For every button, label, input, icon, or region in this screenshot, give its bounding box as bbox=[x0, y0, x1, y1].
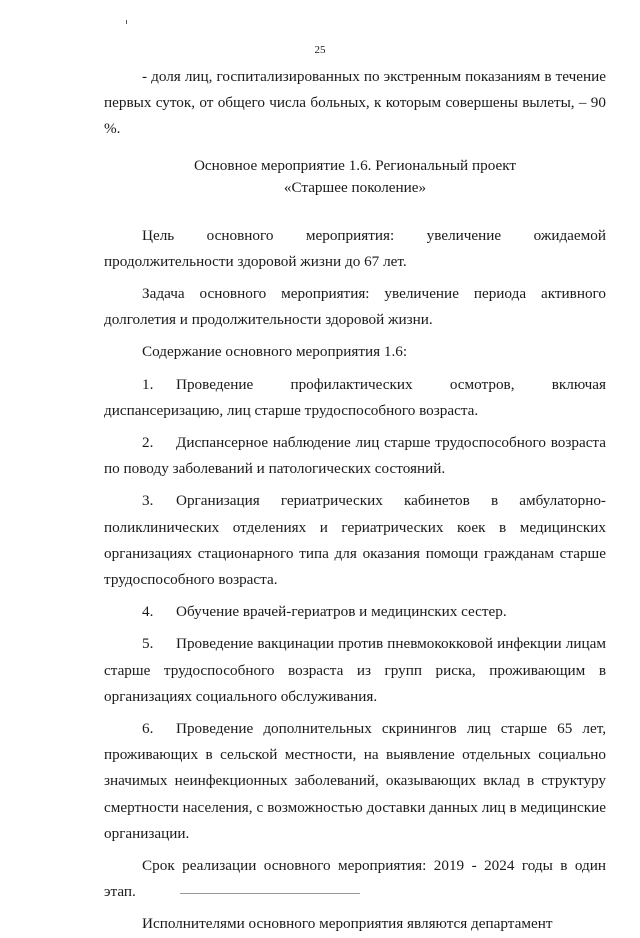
list-item-number: 3. bbox=[142, 492, 154, 510]
contents-list bbox=[104, 372, 606, 847]
list-item-text: Проведение вакцинации против пневмококковой инфекции лицам старше трудоспособного возраста из групп риска, проживающим в организациях социального обслуживания. bbox=[104, 635, 606, 705]
goal-paragraph: Цель основного мероприятия: увеличение ожидаемой продолжительности здоровой жизни до 67 лет. bbox=[104, 226, 606, 270]
intro-paragraph: - доля лиц, госпитализированных по экстренным показаниям в течение первых суток, от общего числа больных, к которым совершены вылеты, – 90 %. bbox=[104, 68, 606, 138]
list-item bbox=[104, 430, 606, 482]
section-heading-line1: Основное мероприятие 1.6. Региональный проект bbox=[193, 156, 517, 174]
task-paragraph: Задача основного мероприятия: увеличение периода активного долголетия и продолжительности здоровой жизни. bbox=[104, 285, 606, 329]
list-item bbox=[104, 716, 606, 847]
executors-paragraph: Исполнителями основного мероприятия являются департамент bbox=[142, 915, 553, 933]
list-item-number: 6. bbox=[142, 720, 154, 738]
document-body bbox=[104, 64, 606, 938]
list-item-text: Диспансерное наблюдение лиц старше трудоспособного возраста по поводу заболеваний и патологических состояний. bbox=[104, 434, 606, 478]
list-item-number: 5. bbox=[142, 635, 154, 653]
list-item bbox=[104, 488, 606, 593]
list-item-text: Проведение профилактических осмотров, включая диспансеризацию, лиц старше трудоспособного возраста. bbox=[104, 375, 606, 419]
page-number: 25 bbox=[314, 44, 326, 56]
contents-title: Содержание основного мероприятия 1.6: bbox=[142, 343, 408, 361]
list-item-text: Проведение дополнительных скринингов лиц старше 65 лет, проживающих в сельской местности, на выявление отдельных социально значимых неинфекционных заболеваний, оказывающих вклад в структуру смертности населения, с возможностью доставки данных лиц в медицинские организации. bbox=[104, 720, 606, 842]
section-heading-line2: «Старшее поколение» bbox=[283, 178, 427, 196]
list-item-number: 1. bbox=[142, 375, 154, 393]
term-paragraph: Срок реализации основного мероприятия: 2019 - 2024 годы в один этап. bbox=[104, 857, 606, 901]
list-item-text: Организация гериатрических кабинетов в амбулаторно-поликлинических отделениях и гериатрических коек в медицинских организациях стационарного типа для оказания помощи гражданам старше трудоспособного возраста. bbox=[104, 492, 606, 589]
section-heading bbox=[104, 155, 606, 199]
list-item bbox=[104, 631, 606, 710]
list-item-number: 4. bbox=[142, 603, 154, 621]
list-item-number: 2. bbox=[142, 434, 154, 452]
list-item bbox=[104, 372, 606, 424]
scan-bottom-line bbox=[180, 893, 360, 894]
list-item bbox=[104, 599, 606, 625]
scan-mark bbox=[126, 20, 127, 24]
list-item-text: Обучение врачей-гериатров и медицинских сестер. bbox=[176, 603, 507, 621]
